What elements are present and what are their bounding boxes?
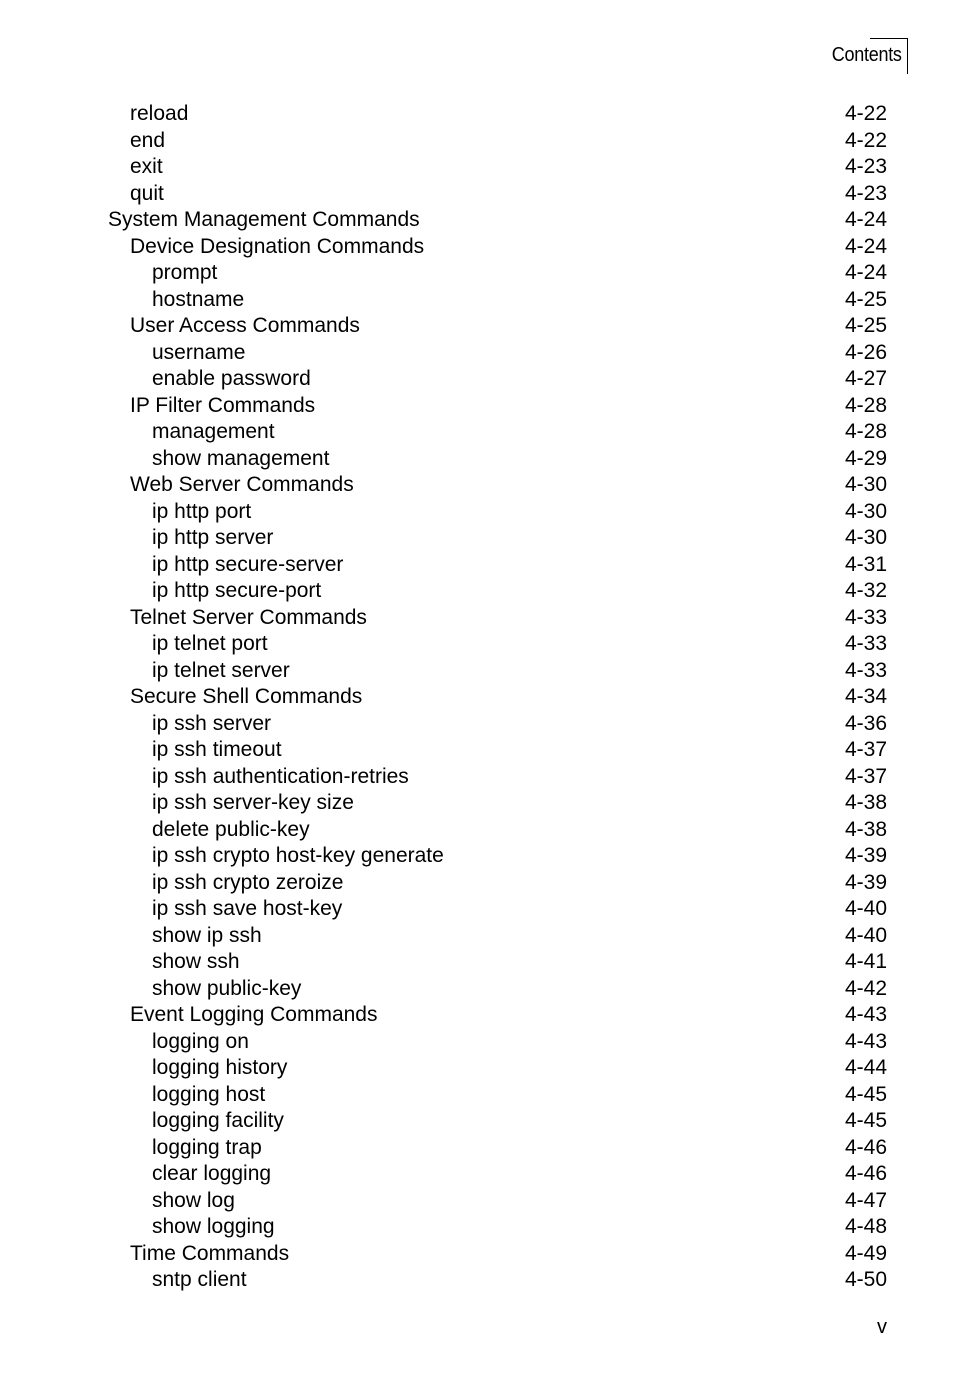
toc-entry-title: end (130, 128, 166, 152)
toc-entry[interactable] (0, 949, 954, 976)
toc-entry[interactable] (0, 578, 954, 605)
toc-entry-title: show management (152, 446, 330, 470)
toc-entry-page: 4-39 (844, 844, 887, 867)
toc-entry[interactable] (0, 1267, 954, 1294)
toc-entry-title: ip ssh crypto host-key generate (152, 844, 444, 867)
toc-entry-title: ip ssh server (152, 711, 272, 735)
toc-entry[interactable] (0, 393, 954, 420)
table-of-contents (0, 101, 954, 1294)
toc-entry-title: sntp client (152, 1268, 247, 1291)
header-rule-vertical (907, 38, 908, 74)
toc-entry-title: logging history (152, 1056, 288, 1079)
toc-entry[interactable] (0, 870, 954, 897)
toc-entry-page: 4-38 (844, 817, 887, 841)
toc-entry[interactable] (0, 1161, 954, 1188)
toc-entry[interactable] (0, 1029, 954, 1056)
toc-entry[interactable] (0, 843, 954, 870)
toc-entry[interactable] (0, 260, 954, 287)
toc-entry-page: 4-33 (844, 632, 887, 655)
toc-entry-page: 4-30 (844, 473, 887, 496)
toc-entry-title: ip ssh timeout (152, 738, 282, 761)
toc-entry[interactable] (0, 128, 954, 155)
toc-entry-page: 4-42 (844, 976, 887, 1000)
toc-entry[interactable] (0, 923, 954, 950)
toc-entry-page: 4-33 (844, 605, 887, 629)
toc-entry[interactable] (0, 234, 954, 261)
toc-entry-title: ip http secure-server (152, 552, 344, 576)
toc-entry-page: 4-40 (844, 897, 887, 920)
toc-entry-title: show log (152, 1188, 235, 1212)
toc-entry[interactable] (0, 1214, 954, 1241)
toc-entry-title: ip telnet server (152, 658, 290, 682)
toc-entry-page: 4-24 (844, 208, 887, 231)
toc-entry-title: show ip ssh (152, 923, 262, 947)
toc-entry-title: logging on (152, 1029, 249, 1053)
toc-entry-title: ip ssh server-key size (152, 791, 354, 814)
toc-entry-title: ip telnet port (152, 632, 268, 655)
toc-entry[interactable] (0, 154, 954, 181)
toc-entry[interactable] (0, 181, 954, 208)
toc-entry[interactable] (0, 1055, 954, 1082)
toc-entry-title: show public-key (152, 976, 302, 1000)
toc-entry-title: ip http server (152, 526, 274, 549)
toc-entry-title: User Access Commands (130, 314, 360, 337)
toc-entry-page: 4-46 (844, 1162, 887, 1185)
toc-entry-page: 4-39 (844, 870, 887, 894)
toc-entry[interactable] (0, 817, 954, 844)
toc-entry-title: reload (130, 102, 189, 125)
toc-entry-page: 4-41 (844, 950, 887, 973)
toc-entry-page: 4-25 (844, 314, 887, 337)
toc-entry-title: ip ssh save host-key (152, 897, 343, 920)
toc-entry-page: 4-34 (844, 685, 887, 708)
toc-entry-title: logging facility (152, 1109, 284, 1132)
toc-entry-page: 4-28 (844, 393, 887, 417)
toc-entry-page: 4-25 (844, 287, 887, 311)
toc-entry-page: 4-24 (844, 261, 887, 284)
toc-entry-page: 4-43 (844, 1003, 887, 1026)
toc-entry-page: 4-23 (844, 155, 887, 178)
toc-entry-page: 4-43 (844, 1029, 887, 1053)
toc-entry-title: clear logging (152, 1162, 272, 1185)
toc-entry[interactable] (0, 525, 954, 552)
toc-entry[interactable] (0, 313, 954, 340)
toc-entry[interactable] (0, 737, 954, 764)
toc-entry[interactable] (0, 1241, 954, 1268)
toc-entry-page: 4-37 (844, 738, 887, 761)
toc-entry-title: logging host (152, 1082, 266, 1106)
toc-entry[interactable] (0, 658, 954, 685)
toc-entry-title: hostname (152, 287, 245, 311)
toc-entry[interactable] (0, 684, 954, 711)
toc-entry-page: 4-23 (844, 181, 887, 205)
toc-entry[interactable] (0, 896, 954, 923)
toc-entry[interactable] (0, 790, 954, 817)
toc-entry-page: 4-44 (844, 1056, 887, 1079)
toc-entry-title: quit (130, 181, 164, 205)
header-rule-horizontal (870, 38, 908, 39)
header-label: Contents (832, 44, 902, 66)
toc-entry[interactable] (0, 711, 954, 738)
toc-entry[interactable] (0, 101, 954, 128)
toc-entry-title: ip http port (152, 499, 252, 523)
toc-entry[interactable] (0, 499, 954, 526)
toc-entry-title: IP Filter Commands (130, 393, 316, 417)
toc-entry[interactable] (0, 605, 954, 632)
toc-entry-page: 4-36 (844, 711, 887, 735)
toc-entry-title: show logging (152, 1215, 275, 1238)
toc-entry[interactable] (0, 419, 954, 446)
toc-entry[interactable] (0, 472, 954, 499)
toc-entry-title: management (152, 420, 275, 443)
toc-entry-title: Secure Shell Commands (130, 685, 363, 708)
toc-entry-title: delete public-key (152, 817, 310, 841)
toc-entry-title: exit (130, 155, 163, 178)
toc-entry[interactable] (0, 976, 954, 1003)
toc-entry[interactable] (0, 1002, 954, 1029)
toc-entry-title: prompt (152, 261, 218, 284)
toc-entry-page: 4-37 (844, 764, 887, 788)
toc-entry-title: System Management Commands (108, 208, 420, 231)
toc-entry-title: username (152, 340, 246, 364)
toc-entry-page: 4-45 (844, 1109, 887, 1132)
toc-entry-page: 4-30 (844, 526, 887, 549)
toc-entry[interactable] (0, 366, 954, 393)
toc-entry[interactable] (0, 446, 954, 473)
toc-entry-page: 4-24 (844, 234, 887, 258)
toc-entry-page: 4-27 (844, 367, 887, 390)
toc-entry-page: 4-26 (844, 340, 887, 364)
toc-entry-page: 4-22 (844, 128, 887, 152)
toc-entry-page: 4-49 (844, 1241, 887, 1265)
toc-entry-title: logging trap (152, 1135, 262, 1159)
toc-entry[interactable] (0, 1135, 954, 1162)
toc-entry-title: show ssh (152, 950, 240, 973)
toc-entry[interactable] (0, 1188, 954, 1215)
toc-entry[interactable] (0, 287, 954, 314)
toc-entry-page: 4-30 (844, 499, 887, 523)
toc-entry-page: 4-45 (844, 1082, 887, 1106)
toc-entry-page: 4-46 (844, 1135, 887, 1159)
toc-entry[interactable] (0, 552, 954, 579)
toc-entry-page: 4-50 (844, 1268, 887, 1291)
toc-entry-page: 4-48 (844, 1215, 887, 1238)
toc-entry-title: ip ssh crypto zeroize (152, 870, 344, 894)
toc-entry-title: Telnet Server Commands (130, 605, 367, 629)
toc-entry[interactable] (0, 1082, 954, 1109)
toc-entry-title: ip http secure-port (152, 579, 322, 602)
toc-entry-page: 4-40 (844, 923, 887, 947)
toc-entry-page: 4-28 (844, 420, 887, 443)
toc-entry-title: Device Designation Commands (130, 234, 425, 258)
toc-entry-title: ip ssh authentication-retries (152, 764, 409, 788)
toc-entry-title: enable password (152, 367, 311, 390)
toc-entry-page: 4-22 (844, 102, 887, 125)
toc-entry-title: Event Logging Commands (130, 1003, 378, 1026)
toc-entry-page: 4-38 (844, 791, 887, 814)
toc-entry-page: 4-29 (844, 446, 887, 470)
toc-entry[interactable] (0, 631, 954, 658)
toc-entry[interactable] (0, 207, 954, 234)
footer-page-number: v (877, 1316, 887, 1338)
toc-entry-page: 4-31 (844, 552, 887, 576)
toc-entry-page: 4-33 (844, 658, 887, 682)
toc-entry-title: Time Commands (130, 1241, 290, 1265)
toc-entry[interactable] (0, 764, 954, 791)
toc-entry[interactable] (0, 340, 954, 367)
toc-entry-page: 4-47 (844, 1188, 887, 1212)
toc-entry-page: 4-32 (844, 579, 887, 602)
toc-entry[interactable] (0, 1108, 954, 1135)
toc-entry-title: Web Server Commands (130, 473, 354, 496)
